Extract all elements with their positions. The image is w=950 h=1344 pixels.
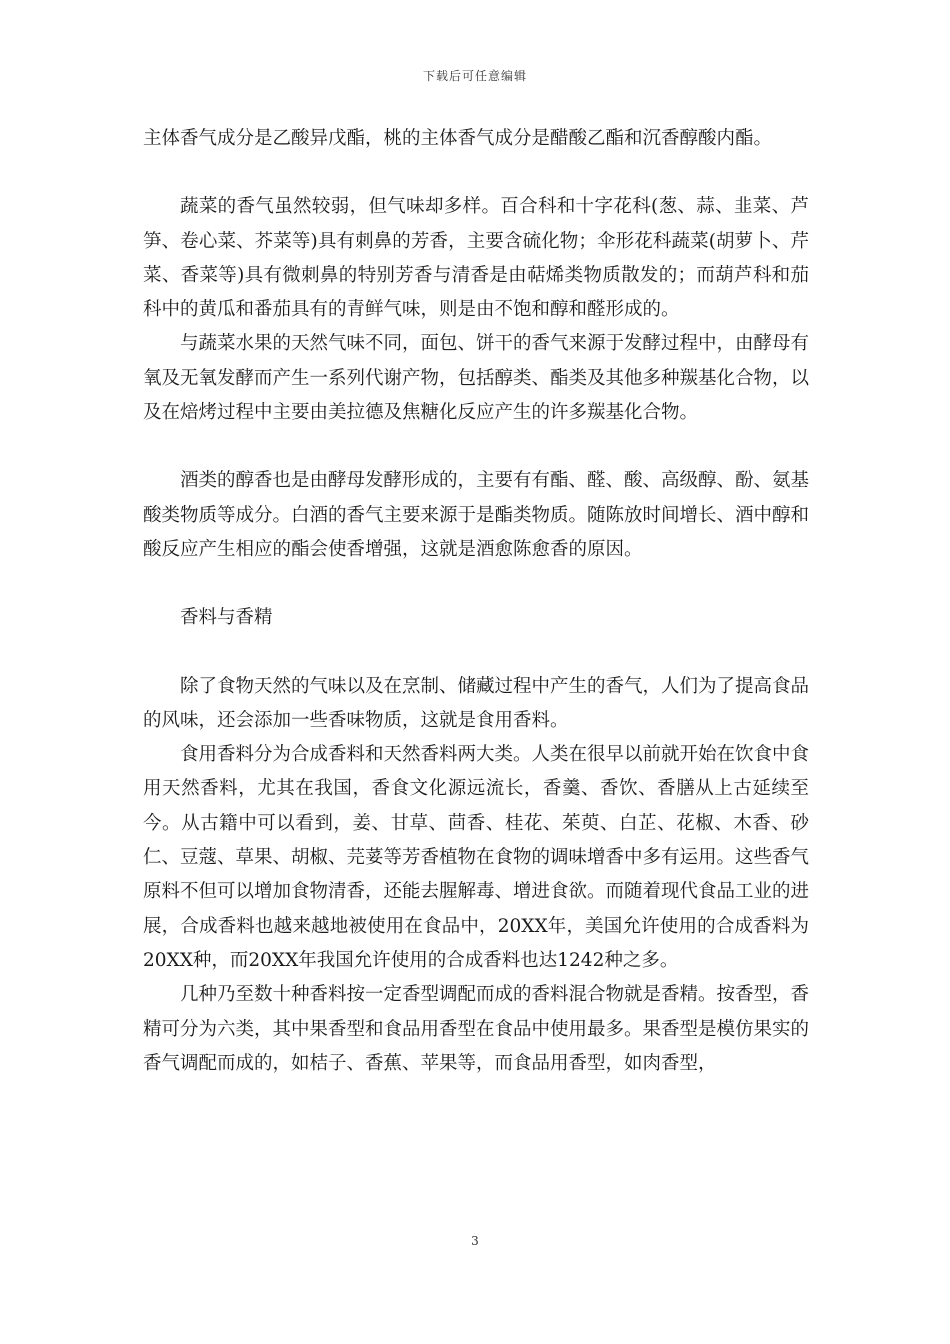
paragraph-vegetable-aroma: 蔬菜的香气虽然较弱，但气味却多样。百合科和十字花科(葱、蒜、韭菜、芦笋、卷心菜、芥菜等)具有刺鼻的芳香，主要含硫化物；伞形花科蔬菜(胡萝卜、芹菜、香菜等)具有微刺鼻的特别芳香与清香是由萜烯类物质散发的；而葫芦科和茄科中的黄瓜和番茄具有的青鲜气味，则是由不饱和醇和醛形成的。 [143,196,809,321]
paragraph-fruit-aroma-continued: 主体香气成分是乙酸异戊酯，桃的主体香气成分是醋酸乙酯和沉香醇酸内酯。 [143,128,773,149]
page-number: 3 [471,1234,479,1248]
document-body [143,122,809,1081]
paragraph-bread-aroma: 与蔬菜水果的天然气味不同，面包、饼干的香气来源于发酵过程中，由酵母有氧及无氧发酵而产生一系列代谢产物，包括醇类、酯类及其他多种羰基化合物，以及在焙烤过程中主要由美拉德及焦糖化反应产生的许多羰基化合物。 [143,333,810,424]
paragraph-wine-aroma: 酒类的醇香也是由酵母发酵形成的，主要有有酯、醛、酸、高级醇、酚、氨基酸类物质等成分。白酒的香气主要来源于是酯类物质。随陈放时间增长、酒中醇和酸反应产生相应的酯会使香增强，这就是酒愈陈愈香的原因。 [143,470,810,560]
paragraph-food-flavoring: 除了食物天然的气味以及在烹制、储藏过程中产生的香气，人们为了提高食品的风味，还会添加一些香味物质，这就是食用香料。 [143,675,810,731]
page-header: 下载后可任意编辑 [422,69,527,83]
paragraph-spice-types: 食用香料分为合成香料和天然香料两大类。人类在很早以前就开始在饮食中食用天然香料，尤其在我国，香食文化源远流长，香羹、香饮、香膳从上古延续至今。从古籍中可以看到，姜、甘草、茴香、桂花、茱萸、白芷、花椒、木香、砂仁、豆蔻、草果、胡椒、芫荽等芳香植物在食物的调味增香中多有运用。这些香气原料不但可以增加食物清香，还能去腥解毒、增进食欲。而随着现代食品工业的进展，合成香料也越来越地被使用在食品中，20XX年，美国允许使用的合成香料为20XX种，而20XX年我国允许使用的合成香料也达1242种之多。 [143,744,810,971]
section-heading-spices: 香料与香精 [180,607,273,629]
paragraph-essence: 几种乃至数十种香料按一定香型调配而成的香料混合物就是香精。按香型，香精可分为六类，其中果香型和食品用香型在食品中使用最多。果香型是模仿果实的香气调配而成的，如桔子、香蕉、苹果等，而食品用香型，如肉香型， [143,984,810,1074]
